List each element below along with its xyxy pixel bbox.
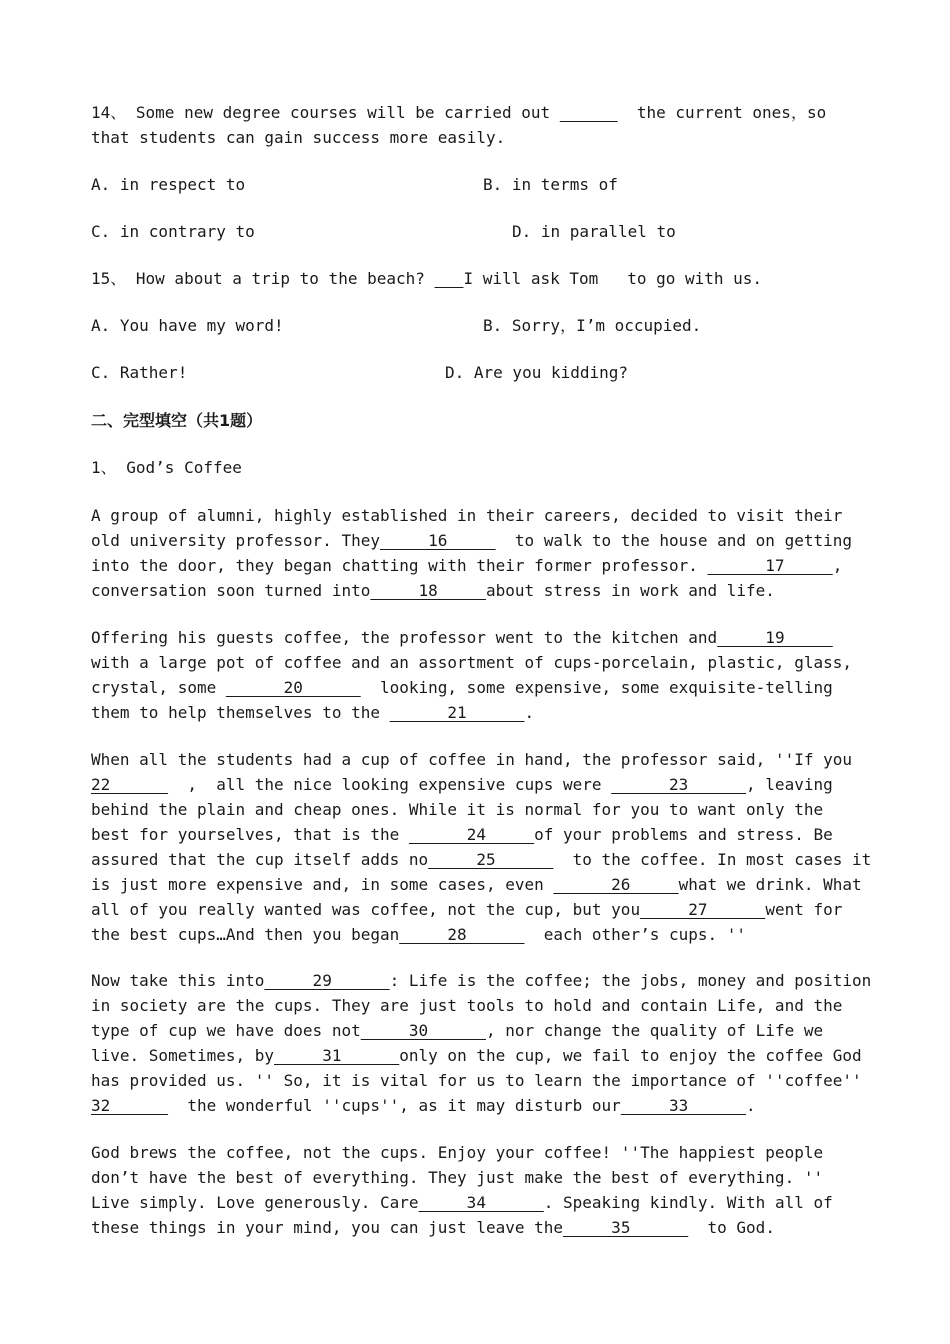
blank-24: 24 xyxy=(408,825,535,844)
q15-stem-text: 15、 How about a trip to the beach? xyxy=(91,269,435,288)
text-run: , xyxy=(832,556,843,575)
paragraph-line: A group of alumni, highly established in their careers, decided to visit their xyxy=(91,506,843,525)
text-run: is just more expensive and, in some cases, even xyxy=(91,875,554,894)
text-run: into the door, they began chatting with their former professor. xyxy=(91,556,708,575)
text-run: all of you really wanted was coffee, not the cup, but you xyxy=(91,900,641,919)
q15-option-a: A. You have my word! xyxy=(91,316,284,335)
q15-blank xyxy=(435,269,464,288)
text-run: the best cups…And then you began xyxy=(91,925,400,944)
blank-18: 18 xyxy=(370,581,486,600)
text-run: . xyxy=(524,703,535,722)
text-run: Now take this into xyxy=(91,971,265,990)
paragraph-line: in society are the cups. They are just tools to hold and contain Life, and the xyxy=(91,996,843,1015)
passage-title: 1、 God’s Coffee xyxy=(91,458,242,477)
q15-stem-text-cont: I will ask Tom to go with us. xyxy=(463,269,763,288)
blank-33: 33 xyxy=(620,1096,747,1115)
text-run: of your problems and stress. Be xyxy=(534,825,833,844)
question-15-stem xyxy=(91,266,881,291)
text-run: type of cup we have does not xyxy=(91,1021,361,1040)
blank-29: 29 xyxy=(264,971,390,990)
text-run: Offering his guests coffee, the professor went to the kitchen and xyxy=(91,628,718,647)
paragraph-line: with a large pot of coffee and an assortment of cups-porcelain, plastic, glass, xyxy=(91,653,852,672)
q15-option-c: C. Rather! xyxy=(91,363,188,382)
q15-option-d: D. Are you kidding? xyxy=(445,363,629,382)
text-run: , nor change the quality of Life we xyxy=(485,1021,824,1040)
q14-option-c: C. in contrary to xyxy=(91,222,255,241)
blank-17: 17 xyxy=(707,556,833,575)
text-run: best for yourselves, that is the xyxy=(91,825,409,844)
text-run: Live simply. Love generously. Care xyxy=(91,1193,419,1212)
text-run: looking, some expensive, some exquisite-telling xyxy=(360,678,833,697)
text-run: went for xyxy=(765,900,843,919)
text-run: about stress in work and life. xyxy=(485,581,775,600)
paragraph-line: don’t have the best of everything. They just make the best of everything. '' xyxy=(91,1168,824,1187)
text-run: them to help themselves to the xyxy=(91,703,390,722)
blank-25: 25 xyxy=(428,850,554,869)
blank-35: 35 xyxy=(563,1218,689,1237)
blank-21: 21 xyxy=(389,703,525,722)
q14-stem-text-cont: the current ones，so xyxy=(617,103,827,122)
paragraph-line: When all the students had a cup of coffee in hand, the professor said, ''If you xyxy=(91,750,852,769)
text-run: these things in your mind, you can just leave the xyxy=(91,1218,564,1237)
section-heading: 二、完型填空（共1题） xyxy=(91,411,263,430)
blank-19: 19 xyxy=(717,628,833,647)
blank-34: 34 xyxy=(418,1193,544,1212)
q14-blank xyxy=(560,103,618,122)
paragraph-line: God brews the coffee, not the cups. Enjoy your coffee! ''The happiest people xyxy=(91,1143,824,1162)
text-run: . xyxy=(746,1096,756,1115)
text-run: to God. xyxy=(688,1218,775,1237)
blank-32: 32 xyxy=(91,1096,169,1115)
text-run: to the coffee. In most cases it xyxy=(553,850,872,869)
text-run: only on the cup, we fail to enjoy the coffee God xyxy=(399,1046,862,1065)
blank-20: 20 xyxy=(225,678,361,697)
text-run: what we drink. What xyxy=(678,875,862,894)
passage-paragraph-2 xyxy=(91,625,881,725)
q15-option-b: B. Sorry，I’m occupied. xyxy=(483,316,702,335)
blank-28: 28 xyxy=(399,925,525,944)
paragraph-line: has provided us. '' So, it is vital for us to learn the importance of ''coffee'' xyxy=(91,1071,862,1090)
text-run: assured that the cup itself adds no xyxy=(91,850,429,869)
q14-option-a: A. in respect to xyxy=(91,175,246,194)
passage-paragraph-1 xyxy=(91,503,881,603)
paragraph-line: behind the plain and cheap ones. While it is normal for you to want only the xyxy=(91,800,824,819)
text-run: . Speaking kindly. With all of xyxy=(543,1193,833,1212)
passage-paragraph-4 xyxy=(91,968,881,1118)
q14-option-b: B. in terms of xyxy=(483,175,618,194)
passage-paragraph-3 xyxy=(91,747,881,947)
blank-23: 23 xyxy=(611,775,747,794)
text-run: : Life is the coffee; the jobs, money and position xyxy=(389,971,872,990)
text-run: conversation soon turned into xyxy=(91,581,371,600)
text-run: the wonderful ''cups'', as it may disturb our xyxy=(168,1096,621,1115)
blank-31: 31 xyxy=(274,1046,400,1065)
question-14-stem xyxy=(91,100,881,150)
text-run: each other’s cups. '' xyxy=(524,925,747,944)
blank-27: 27 xyxy=(640,900,766,919)
text-run: old university professor. They xyxy=(91,531,380,550)
passage-paragraph-5 xyxy=(91,1140,881,1240)
text-run: live. Sometimes, by xyxy=(91,1046,275,1065)
q14-stem-line-2: that students can gain success more easily. xyxy=(91,128,506,147)
text-run: crystal, some xyxy=(91,678,226,697)
text-run: , leaving xyxy=(746,775,833,794)
blank-22: 22 xyxy=(91,775,169,794)
blank-26: 26 xyxy=(553,875,679,894)
text-run: , all the nice looking expensive cups were xyxy=(168,775,612,794)
blank-16: 16 xyxy=(379,531,496,550)
text-run: to walk to the house and on getting xyxy=(495,531,852,550)
blank-30: 30 xyxy=(360,1021,486,1040)
q14-option-d: D. in parallel to xyxy=(512,222,676,241)
q14-stem-text: 14、 Some new degree courses will be carried out xyxy=(91,103,560,122)
